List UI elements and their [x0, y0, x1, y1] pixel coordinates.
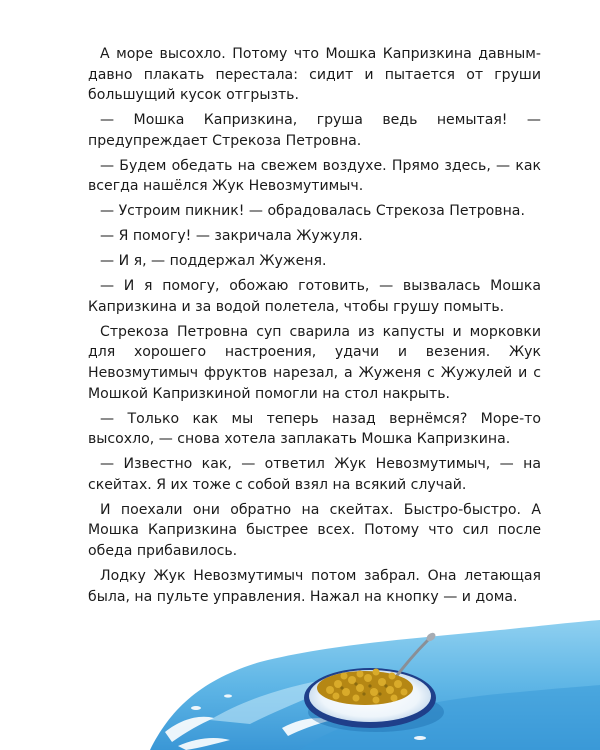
- paragraph: Лодку Жук Невозмутимыч потом забрал. Она летающая была, на пульте управления. Нажал на кнопку — и дома.: [88, 567, 541, 605]
- paragraph: — И я помогу, обожаю готовить, — вызвалась Мошка Капризкина и за водой полетела, чтобы грушу помыть.: [88, 278, 541, 315]
- picnic-illustration: [0, 600, 600, 750]
- paragraph: — Мошка Капризкина, груша ведь немытая! — предупреждает Стрекоза Петровна.: [88, 112, 541, 149]
- paragraph: Стрекоза Петровна суп сварила из капусты и морковки для хорошего настроения, удачи и везения. Жук Невозмутимыч фруктов нарезал, а Жуженя с Жужулей и с Мошкой Капризкиной помогли на стол накрыть.: [88, 323, 541, 402]
- paragraph: — Я помогу! — закричала Жужуля.: [100, 228, 363, 245]
- paragraph: И поехали они обратно на скейтах. Быстро-быстро. А Мошка Капризкина быстрее всех. Потому что сил после обеда прибавилось.: [88, 501, 541, 559]
- paragraph: А море высохло. Потому что Мошка Капризкина давным-давно плакать перестала: сидит и пытается от груши большущий кусок отгрызть.: [88, 46, 541, 104]
- paragraph: — И я, — поддержал Жуженя.: [100, 253, 327, 270]
- water-plate-illustration: [0, 600, 600, 750]
- story-text: [88, 44, 541, 612]
- paragraph: — Известно как, — ответил Жук Невозмутимыч, — на скейтах. Я их тоже с собой взял на всякий случай.: [88, 456, 541, 493]
- paragraph: — Будем обедать на свежем воздухе. Прямо здесь, — как всегда нашёлся Жук Невозмутимыч.: [88, 157, 541, 195]
- paragraph: — Устроим пикник! — обрадовалась Стрекоза Петровна.: [100, 203, 525, 220]
- paragraph: — Только как мы теперь назад вернёмся? Море-то высохло, — снова хотела заплакать Мошка Капризкина.: [88, 410, 541, 448]
